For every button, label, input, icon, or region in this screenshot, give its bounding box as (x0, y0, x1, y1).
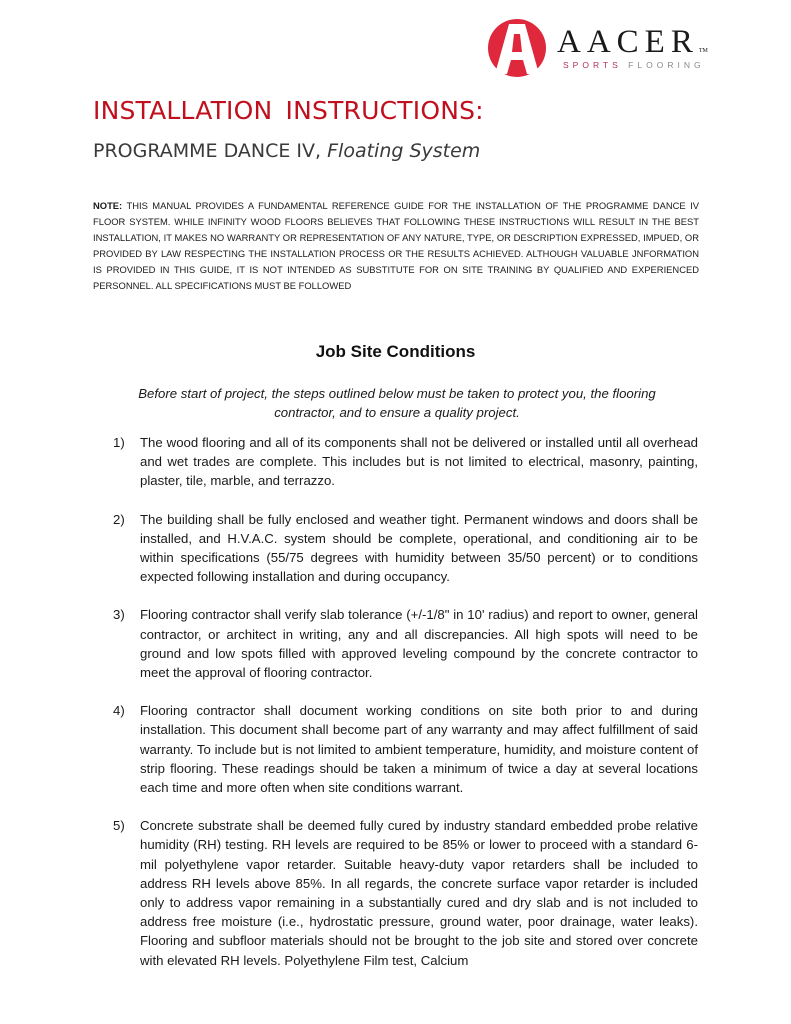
aacer-a-logo-icon (487, 18, 547, 78)
conditions-list (113, 433, 698, 989)
list-item (113, 816, 698, 970)
subtitle-system: Floating System (327, 140, 481, 162)
note-text: THIS MANUAL PROVIDES A FUNDAMENTAL REFERENCE GUIDE FOR THE INSTALLATION OF THE PROGRAMME DANCE IV FLOOR SYSTEM. WHILE INFINITY WOOD FLOORS BELIEVES THAT FOLLOWING THESE INSTRUCTIONS WILL RESULT IN THE BEST INSTALLATION, IT MAKES NO WARRANTY OR REPRESENTATION OF ANY NATURE, TYPE, OR DESCRIPTION EXPRESSED, IMPUED, OR PROVIDED BY LAW RESPECTING THE INSTALLATION PROCESS OR THE RESULTS ACHIEVED. ALTHOUGH VALUABLE JNFORMATION IS PROVIDED IN THIS GUIDE, IT IS NOT INTENDED AS SUBSTITUTE FOR ON SITE TRAINING BY QUALIFIED AND EXPERIENCED PERSONNEL. ALL SPECIFICATIONS MUST BE FOLLOWED (93, 200, 699, 291)
list-item (113, 510, 698, 587)
item-text: Flooring contractor shall verify slab tolerance (+/-1/8" in 10' radius) and report to owner, general contractor, or architect in writing, any and all discrepancies. All high spots will need to be ground and low spots filled with approved leveling compound by the concrete contractor to meet the approval of flooring contractor. (140, 607, 698, 681)
logo-tagline: SPORTS FLOORING (563, 60, 705, 70)
page-subtitle (93, 140, 480, 162)
item-number: 5) (113, 818, 125, 834)
logo-wordmark: AACERTM (557, 24, 708, 60)
aacer-logo (487, 18, 717, 78)
item-text: The wood flooring and all of its components shall not be delivered or installed until all overhead and wet trades are complete. This includes but is not limited to electrical, masonry, painting, plaster, tile, marble, and terrazzo. (140, 435, 698, 489)
subtitle-product: PROGRAMME DANCE IV, (93, 140, 328, 162)
item-text: The building shall be fully enclosed and weather tight. Permanent windows and doors shall be installed, and H.V.A.C. system should be complete, operational, and conditioning air to be within specifications (55/75 degrees with humidity between 35/50 percent) or to conditions expected following installation and during occupancy. (140, 511, 698, 585)
section-intro: Before start of project, the steps outlined below must be taken to protect you, the flooring contractor, and to ensure a quality project. (138, 386, 656, 420)
item-text: Concrete substrate shall be deemed fully cured by industry standard embedded probe relative humidity (RH) testing. RH levels are required to be 85% or lower to proceed with a standard 6-mil polyethylene vapor retarder. Suitable heavy-duty vapor retarders shall be included to address RH levels above 85%. In all regards, the concrete surface vapor retarder is included only to address vapor remaining in a substantially cured and dry slab and is not included to address free moisture (i.e., hydrostatic pressure, ground water, poor drainage, water leaks). Flooring and subfloor materials should not be brought to the job site and stored over concrete with elevated RH levels. Polyethylene Film test, Calcium (140, 818, 698, 968)
note-label: NOTE: (93, 200, 123, 211)
disclaimer-note (93, 198, 699, 293)
list-item (113, 433, 698, 491)
section-heading: Job Site Conditions (315, 342, 476, 361)
list-item (113, 701, 698, 797)
item-number: 3) (113, 607, 125, 623)
page-title: INSTALLATION INSTRUCTIONS: (93, 96, 484, 125)
item-number: 4) (113, 703, 125, 719)
item-number: 2) (113, 511, 125, 527)
list-item (113, 605, 698, 682)
trademark: TM (698, 48, 708, 54)
item-number: 1) (113, 435, 125, 450)
item-text: Flooring contractor shall document working conditions on site both prior to and during installation. This document shall become part of any warranty and may affect fulfillment of said warranty. To include but is not limited to ambient temperature, humidity, and moisture content of strip flooring. These readings should be taken a minimum of twice a day at several locations each time and more often when site conditions warrant. (140, 703, 698, 796)
